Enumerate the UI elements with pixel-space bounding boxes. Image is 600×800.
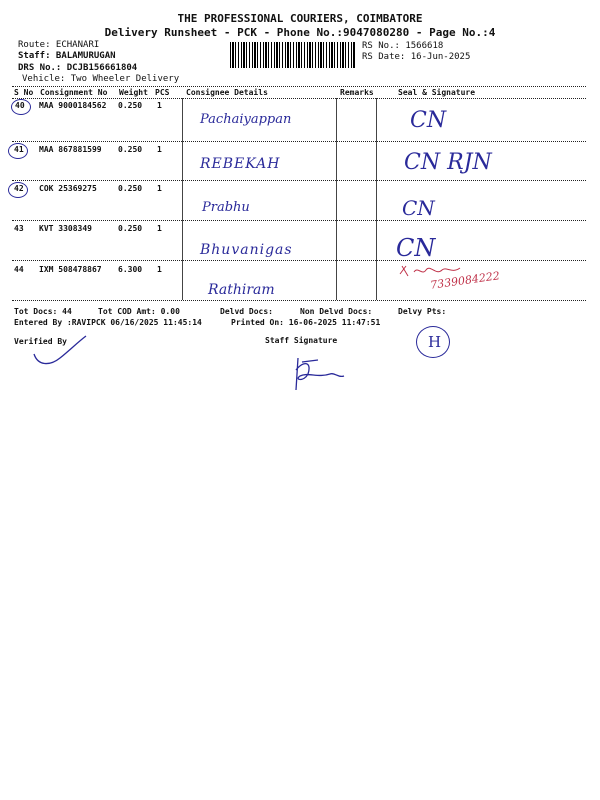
company-title: THE PROFESSIONAL COURIERS, COIMBATORE <box>177 12 423 25</box>
row-seal-handwriting: CN <box>396 234 436 262</box>
staff-signature-icon <box>288 352 348 396</box>
row-seal-handwriting: CN <box>410 108 447 133</box>
col-consignment: Consignment No <box>40 88 108 97</box>
col-sno: S No <box>14 88 34 97</box>
row-consignee-handwriting: Bhuvanigas <box>200 242 293 258</box>
col-seal: Seal & Signature <box>398 88 476 97</box>
row-consignee-handwriting: Pachaiyappan <box>200 112 292 127</box>
row-consignment: MAA 867881599 <box>39 145 102 154</box>
verified-by: Verified By <box>14 337 67 346</box>
staff-label: Staff: BALAMURUGAN <box>18 51 116 61</box>
column-rule <box>182 98 183 300</box>
row-consignment: COK 25369275 <box>39 184 97 193</box>
vehicle-label: Vehicle: Two Wheeler Delivery <box>22 74 180 84</box>
row-divider <box>12 141 586 142</box>
row-divider <box>12 260 586 261</box>
divider <box>12 86 586 87</box>
delvy-pts-value: H <box>428 333 442 351</box>
col-remarks: Remarks <box>340 88 374 97</box>
entered-by: Entered By :RAVIPCK 06/16/2025 11:45:14 <box>14 318 202 327</box>
row-weight: 0.250 <box>118 224 143 233</box>
row-divider <box>12 300 586 301</box>
row-divider <box>12 180 586 181</box>
row-consignee-handwriting: Prabhu <box>202 200 250 215</box>
row-pcs: 1 <box>157 224 162 233</box>
staff-signature-label: Staff Signature <box>265 336 338 345</box>
row-consignment: MAA 9000184562 <box>39 101 107 110</box>
col-weight: Weight <box>119 88 148 97</box>
divider <box>12 98 586 99</box>
row-pcs: 1 <box>157 265 162 274</box>
rs-number: RS No.: 1566618 <box>362 41 444 51</box>
row-weight: 0.250 <box>118 145 143 154</box>
row-sno: 40 <box>15 101 25 110</box>
col-pcs: PCS <box>155 88 170 97</box>
row-pcs: 1 <box>157 101 162 110</box>
row-weight: 0.250 <box>118 184 143 193</box>
row-divider <box>12 220 586 221</box>
delvd-docs: Delvd Docs: <box>220 307 273 316</box>
row-consignment: IXM 508478867 <box>39 265 102 274</box>
col-consignee: Consignee Details <box>186 88 268 97</box>
row-consignee-handwriting: REBEKAH <box>200 156 281 172</box>
tot-docs: Tot Docs: 44 <box>14 307 72 316</box>
row-seal-handwriting: CN <box>402 196 435 220</box>
barcode <box>230 42 356 68</box>
verified-signature-icon <box>30 332 90 372</box>
runsheet-subtitle: Delivery Runsheet - PCK - Phone No.:9047080280 - Page No.:4 <box>104 26 496 39</box>
row-consignee-handwriting: Rathiram <box>208 282 275 298</box>
row-seal-handwriting: CN RJN <box>404 150 492 175</box>
row-pcs: 1 <box>157 184 162 193</box>
tot-cod-amt: Tot COD Amt: 0.00 <box>98 307 180 316</box>
row-pcs: 1 <box>157 145 162 154</box>
delvy-pts: Delvy Pts: <box>398 307 447 316</box>
row-sno: 43 <box>14 224 24 233</box>
row-sno: 42 <box>14 184 24 193</box>
row-weight: 6.300 <box>118 265 143 274</box>
printed-on: Printed On: 16-06-2025 11:47:51 <box>231 318 381 327</box>
rs-date: RS Date: 16-Jun-2025 <box>362 52 471 62</box>
drs-label: DRS No.: DCJB156661804 <box>18 63 138 73</box>
column-rule <box>336 98 337 300</box>
row-consignment: KVT 3308349 <box>39 224 92 233</box>
row-sno: 44 <box>14 265 24 274</box>
row-weight: 0.250 <box>118 101 143 110</box>
non-delvd-docs: Non Delvd Docs: <box>300 307 373 316</box>
row-sno: 41 <box>14 145 24 154</box>
route-label: Route: ECHANARI <box>18 40 100 50</box>
column-rule <box>376 98 377 300</box>
row-seal-handwriting: 7339084222 <box>429 269 501 292</box>
